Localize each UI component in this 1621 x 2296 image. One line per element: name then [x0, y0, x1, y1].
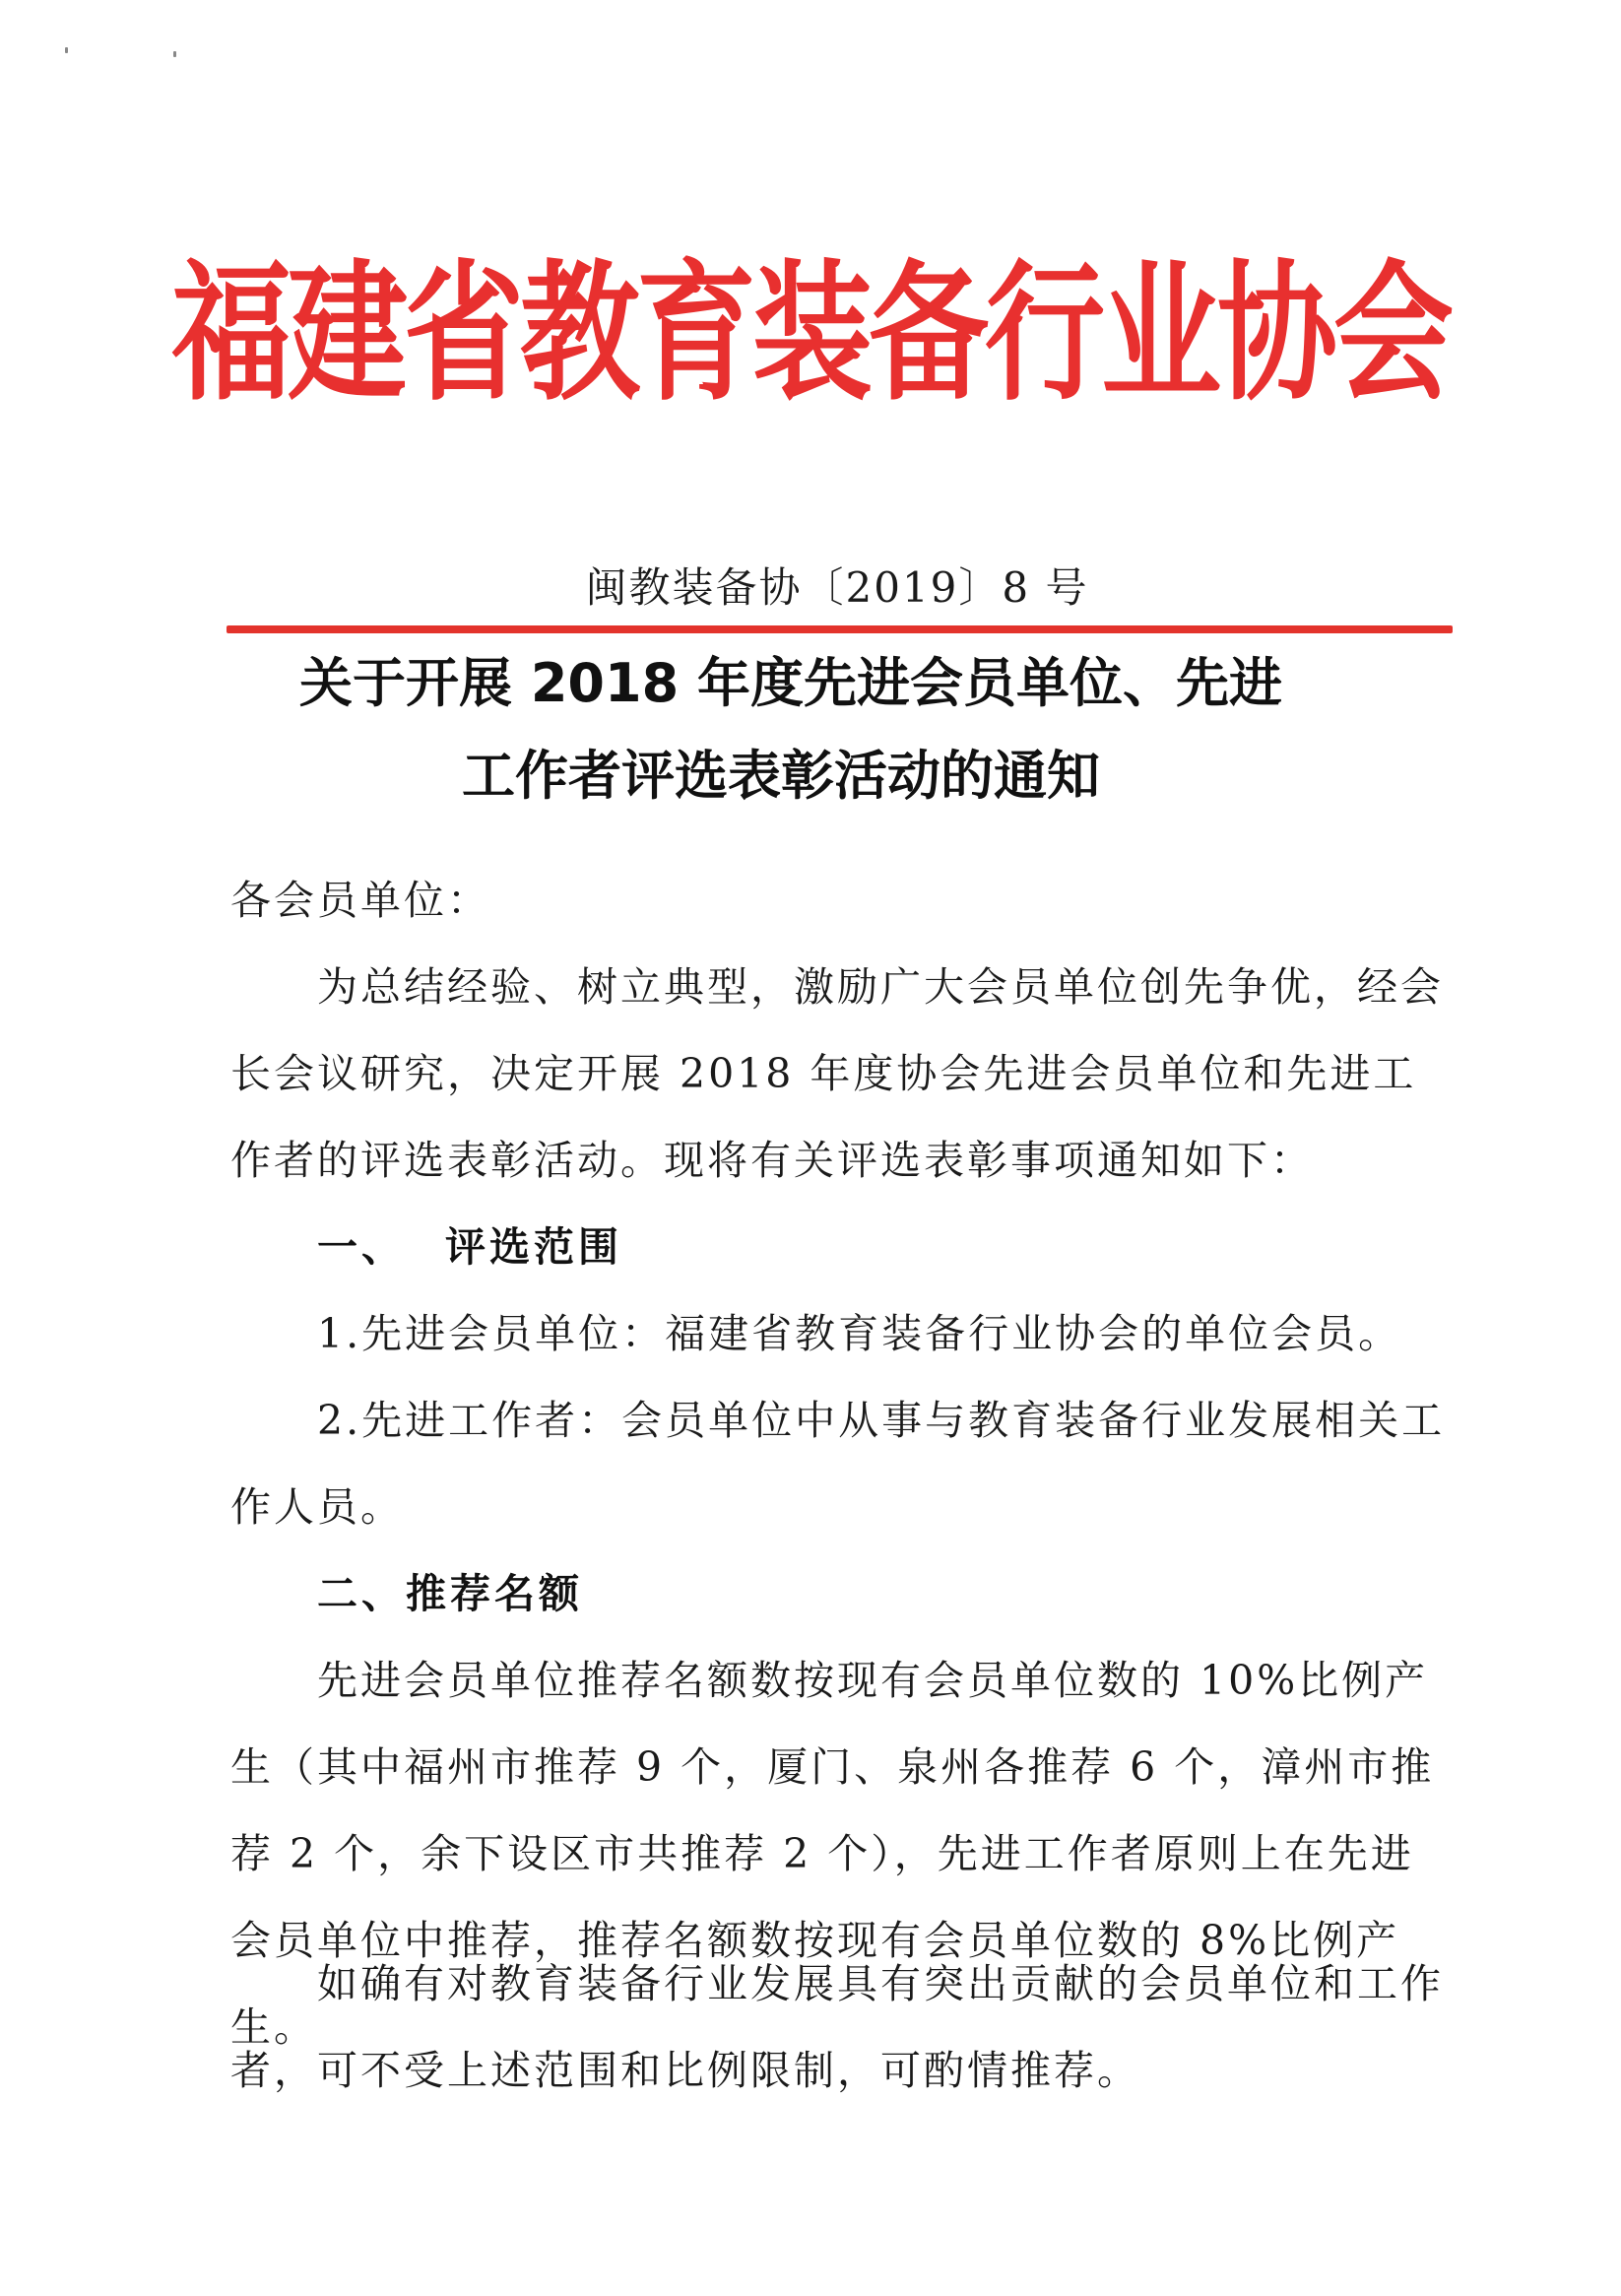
document-number: 闽教装备协〔2019〕8 号 [585, 563, 1089, 612]
scan-speck [65, 47, 68, 53]
section-2-paragraph-2: 如确有对教育装备行业发展具有突出贡献的会员单位和工作者，可不受上述范围和比例限制，可酌情推荐。 [230, 1960, 1444, 2094]
intro-paragraph: 为总结经验、树立典型，激励广大会员单位创先争优，经会长会议研究，决定开展 2018 年度协会先进会员单位和先进工作者的评选表彰活动。现将有关评选表彰事项通知如下： [230, 963, 1444, 1184]
section-1-item-1: 1.先进会员单位：福建省教育装备行业协会的单位会员。 [317, 1310, 1402, 1357]
section-1-number: 一、 [317, 1223, 406, 1271]
section-2-heading: 二、推荐名额 [317, 1570, 583, 1617]
red-divider-rule [227, 625, 1453, 633]
section-1-heading [317, 1204, 622, 1290]
notice-title-line-2: 工作者评选表彰活动的通知 [462, 745, 1100, 807]
scan-speck [173, 51, 176, 57]
section-2-paragraph-1: 先进会员单位推荐名额数按现有会员单位数的 10%比例产生（其中福州市推荐 9 个，厦门、泉州各推荐 6 个，漳州市推荐 2 个，余下设区市共推荐 2 个），先进工作者原则上在先进会员单位中推荐，推荐名额数按现有会员单位数的 8%比例产生。 [230, 1657, 1435, 2051]
section-1-title: 评选范围 [445, 1223, 622, 1271]
salutation: 各会员单位： [230, 877, 490, 924]
notice-title-line-1: 关于开展 2018 年度先进会员单位、先进 [299, 652, 1282, 714]
section-1-item-2: 2.先进工作者：会员单位中从事与教育装备行业发展相关工作人员。 [230, 1397, 1446, 1531]
masthead-org-name: 福建省教育装备行业协会 [171, 246, 1450, 422]
